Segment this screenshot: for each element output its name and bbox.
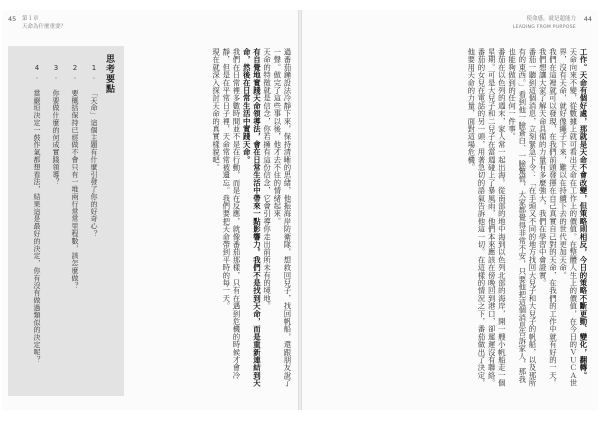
right-page-number: 44 — [583, 15, 592, 23]
question-item: 2. 要概括保持已經做不會只有一堆兩行常常里程數，該怎麼做？ — [71, 64, 79, 289]
left-page — [2, 10, 298, 410]
paragraph: 有自覺地實踐天命領導法，會在日常生活中帶來一點影響力。我們不是找到天命，而是重新連結到天命，然後在日常生活中實踐天命。 — [242, 48, 262, 387]
right-body-text — [326, 48, 588, 388]
question-item: 1. 「天命」這個主題有什麼引發了你的好奇心？ — [90, 64, 98, 238]
chapter-title: 天命為什麼重要？ — [22, 24, 67, 30]
paragraph: 番茄在以色列的週末，家人常一起出海。從南部的地中海到以色列北部的海岸，開一艘小帆船走一個星期。可是大兒子和二兒子在當週碰上了暴風雨，他們本來應該在傍晚回到港口，卻遲遲沒有聯絡。 — [487, 48, 507, 387]
left-body-text — [132, 48, 292, 388]
left-page-number: 45 — [8, 15, 17, 23]
question-item: 3. 你要做什麼的何成實踐領導？ — [52, 64, 60, 186]
discussion-sidebar — [8, 46, 124, 396]
book-title: 使命感，就是超能力 — [526, 16, 576, 22]
paragraph: 我們想讓大家了解天命具備的力量有多麼強大，我們在學習中會證實。 — [538, 48, 548, 287]
paragraph: 過番茄鐘設法冷靜下來，保持清晰的思緒，他振海岸防衛隊，想救回兒子，找回帆船，還跟朋友說了一聲。做完了這些事以後，他才去不住的情緒起來。 — [272, 48, 292, 387]
paragraph: 番茄的女兒在電話的另一頭，用著急切的語氣告訴他這一切。在這樣的情況之下，番茄做出了決定，他要用天命的力量，面對這場危機。 — [466, 48, 486, 387]
paragraph: 天命的特徵就是信念，你若擁有這份信念，它會引導你走出前所未有的境地。 — [262, 48, 272, 310]
paragraph: 我們在日常裡多數時間並不是在行動，而是在反應，就像番茄那樣，只有在遇到危機的時候才會冷靜，但是在平常日子裡，天命常常被遺忘。我們要把天命帶到平時的每一天。 — [221, 48, 241, 380]
paragraph: 我們在這裡就可以發現，在我們前頭發揮在自己真實自己對的天命，在我們的工作中就有好的一天。 — [548, 48, 558, 387]
chapter-label: 第１章 — [22, 16, 39, 22]
sidebar-questions — [18, 64, 100, 384]
paragraph: 現在就深入探討天命的真實樣貌吧。 — [211, 48, 221, 172]
right-page — [302, 10, 598, 410]
book-title-english: LEADING FROM PURPOSE — [512, 25, 576, 30]
question-item: 4. 當嚴垣決定一鼓作氣都想看法，結果這是最好的決定，你有沒有做過類似的決定呢？ — [33, 64, 41, 363]
paragraph: 天命向來不變，從數據上就可看出天命在工作上的價值。在整體人生上的價值，在今日的ＶＵＣＡ世界，沒有天命，就好像繩子下來，難以在持續下去的世代更加天命。 — [558, 48, 578, 387]
paragraph: 工作。天命有個好處，那就是天命不會改變，但策略則相反，今日的策略不斷更動、變化，翻轉。 — [579, 48, 588, 380]
sidebar-title: 思考要點 — [104, 54, 114, 94]
left-running-header — [8, 15, 67, 30]
paragraph: 番茄一聽到這個消息，立刻緊急下令：「在手頭又不同的地方找回大兒子和大兒子的帆船，以及那所有的東西。」看到他一臉蒼白、一臉驚慌，大家都覺得非常不安，只要他把這個消息告訴家人，那我也能夠做到的任何一件事。 — [507, 48, 537, 387]
